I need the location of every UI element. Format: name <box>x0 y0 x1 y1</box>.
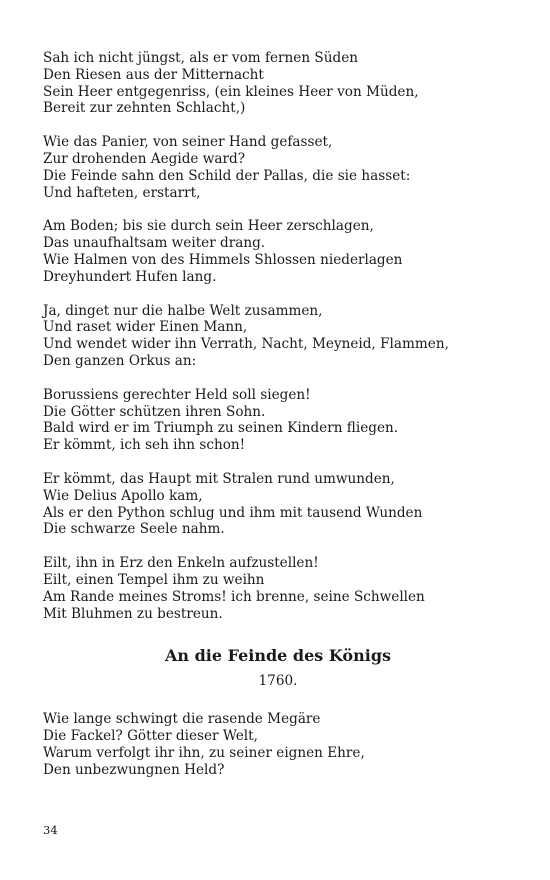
verse-line: Und wendet wider ihn Verrath, Nacht, Meyneid, Flammen, <box>43 336 449 353</box>
verse-line: Eilt, einen Tempel ihm zu weihn <box>43 571 265 588</box>
verse-line: Sein Heer entgegenriss, (ein kleines Heer von Müden, <box>43 83 419 100</box>
verse-line: Ja, dinget nur die halbe Welt zusammen, <box>43 302 323 319</box>
verse-line: Wie das Panier, von seiner Hand gefasset, <box>43 134 333 151</box>
verse-line: Bald wird er im Triumph zu seinen Kindern fliegen. <box>43 420 399 437</box>
verse-line: Sah ich nicht jüngst, als er vom fernen Süden <box>43 50 358 66</box>
stanza-2 <box>43 134 513 201</box>
verse-line: Den ganzen Orkus an: <box>43 352 197 369</box>
verse-line: Die schwarze Seele nahm. <box>43 521 225 538</box>
verse-line: Die Feinde sahn den Schild der Pallas, die sie hasset: <box>43 167 411 184</box>
poem-title: An die Feinde des Königs <box>164 646 392 666</box>
verse-line: Wie Delius Apollo kam, <box>43 487 203 504</box>
verse-line: Den Riesen aus der Mitternacht <box>43 66 264 83</box>
verse-line: Das unaufhaltsam weiter drang. <box>43 235 266 252</box>
verse-line: Mit Bluhmen zu bestreun. <box>43 605 223 622</box>
verse-line: Dreyhundert Hufen lang. <box>43 268 217 285</box>
verse-line: Warum verfolgt ihr ihn, zu seiner eignen Ehre, <box>43 744 365 761</box>
stanza-5 <box>43 387 513 454</box>
verse-line: Eilt, ihn in Erz den Enkeln aufzustellen! <box>43 555 319 572</box>
poem-new <box>43 646 513 778</box>
poem-continued <box>43 50 513 622</box>
stanza-1 <box>43 711 513 778</box>
verse-line: Zur drohenden Aegide ward? <box>43 150 245 167</box>
verse-line: Wie Halmen von des Himmels Shlossen niederlagen <box>43 251 403 268</box>
stanza-6 <box>43 471 513 538</box>
verse-line: Am Rande meines Stroms! ich brenne, seine Schwellen <box>43 588 425 605</box>
stanza-1 <box>43 50 513 117</box>
page-number: 34 <box>43 823 58 837</box>
verse-line: Und hafteten, erstarrt, <box>43 184 201 201</box>
verse-line: Die Götter schützen ihren Sohn. <box>43 403 266 420</box>
verse-line: Er kömmt, das Haupt mit Stralen rund umwunden, <box>43 470 395 487</box>
verse-line: Wie lange schwingt die rasende Megäre <box>43 711 321 728</box>
verse-line: Bereit zur zehnten Schlacht,) <box>43 100 246 117</box>
verse-line: Borussiens gerechter Held soll siegen! <box>43 386 311 403</box>
verse-line: Den unbezwungnen Held? <box>43 761 225 778</box>
stanza-3 <box>43 218 513 285</box>
poem-year: 1760. <box>258 673 298 690</box>
page-body <box>43 50 513 796</box>
verse-line: Als er den Python schlug und ihm mit tausend Wunden <box>43 504 423 521</box>
verse-line: Die Fackel? Götter dieser Welt, <box>43 728 258 745</box>
verse-line: Und raset wider Einen Mann, <box>43 319 248 336</box>
stanza-4 <box>43 303 513 370</box>
verse-line: Am Boden; bis sie durch sein Heer zerschlagen, <box>43 218 374 235</box>
verse-line: Er kömmt, ich seh ihn schon! <box>43 437 246 454</box>
stanza-7 <box>43 555 513 622</box>
